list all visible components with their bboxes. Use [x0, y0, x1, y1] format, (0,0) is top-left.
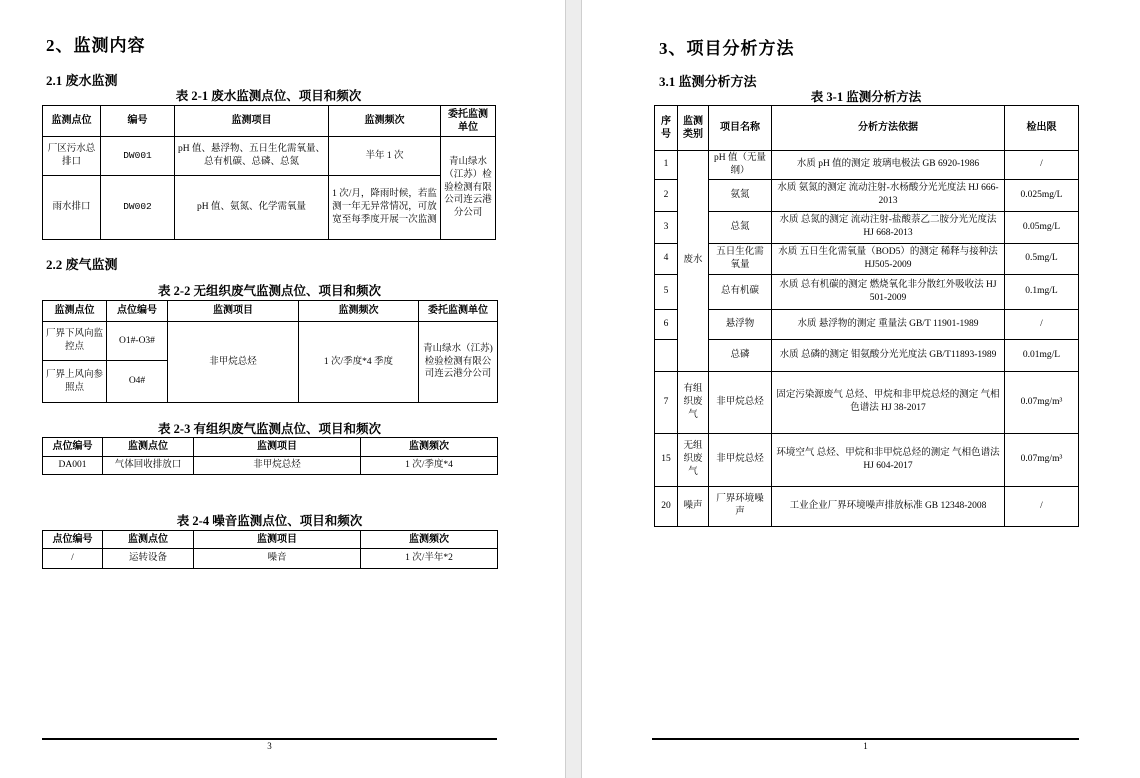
cell-item-name: 五日生化需氧量	[709, 243, 772, 274]
column-header: 监测频次	[299, 301, 419, 322]
cell-monitoring-item: 非甲烷总烃	[168, 322, 299, 403]
column-header: 点位编号	[43, 438, 103, 457]
column-header: 监测频次	[361, 531, 498, 549]
table-row	[655, 339, 1079, 371]
cell-agency: 青山绿水（江苏）检验检测有限公司连云港分公司	[441, 137, 496, 240]
cell-method: 固定污染源废气 总烃、甲烷和非甲烷总烃的测定 气相色谱法 HJ 38-2017	[772, 371, 1005, 433]
cell-item-name: 总有机碳	[709, 274, 772, 309]
page-number-left: 3	[267, 741, 272, 751]
table-row	[655, 211, 1079, 243]
section-heading-analysis-methods: 3.1 监测分析方法	[659, 74, 757, 89]
cell-monitoring-point: 气体回收排放口	[103, 457, 194, 475]
cell-seq: 20	[655, 486, 678, 526]
column-header: 监测项目	[168, 301, 299, 322]
table-unorganized-gas-monitoring	[42, 300, 498, 403]
column-header: 监测频次	[329, 106, 441, 137]
cell-monitoring-point: 雨水排口	[43, 176, 101, 240]
cell-detection-limit: /	[1005, 309, 1079, 339]
column-header: 监测类别	[678, 106, 709, 151]
document-page-left	[0, 0, 566, 778]
cell-item-name: 厂界环境噪声	[709, 486, 772, 526]
table-row	[655, 371, 1079, 433]
cell-method: 水质 总氮的测定 流动注射-盐酸萘乙二胺分光光度法 HJ 668-2013	[772, 211, 1005, 243]
cell-frequency: 1 次/季度*4 季度	[299, 322, 419, 403]
column-header: 监测点位	[103, 531, 194, 549]
column-header: 序号	[655, 106, 678, 151]
column-header: 点位编号	[43, 531, 103, 549]
table-row	[655, 243, 1079, 274]
cell-category-noise: 噪声	[678, 486, 709, 526]
cell-frequency: 1 次/季度*4	[361, 457, 498, 475]
cell-seq: 1	[655, 151, 678, 180]
cell-frequency: 半年 1 次	[329, 137, 441, 176]
cell-monitoring-point: 厂区污水总排口	[43, 137, 101, 176]
column-header: 监测点位	[103, 438, 194, 457]
cell-seq: 4	[655, 243, 678, 274]
cell-point-code: O1#-O3#	[107, 322, 168, 361]
cell-detection-limit: 0.05mg/L	[1005, 211, 1079, 243]
table-row	[655, 309, 1079, 339]
column-header: 监测项目	[194, 531, 361, 549]
table-caption-2-1: 表 2-1 废水监测点位、项目和频次	[175, 89, 362, 103]
cell-agency: 青山绿水（江苏)检验检测有限公司连云港分公司	[419, 322, 498, 403]
page-title-analysis-methods: 3、项目分析方法	[659, 39, 795, 58]
column-header: 编号	[101, 106, 175, 137]
cell-item-name: 总磷	[709, 339, 772, 371]
cell-frequency: 1 次/月，降雨时候，若监测一年无异常情况，可放宽至每季度开展一次监测	[329, 176, 441, 240]
cell-category-unorganized-gas: 无组织废气	[678, 433, 709, 486]
cell-monitoring-point: 运转设备	[103, 549, 194, 569]
cell-category-wastewater: 废水	[678, 151, 709, 372]
table-row	[43, 549, 498, 569]
column-header: 监测项目	[194, 438, 361, 457]
cell-monitoring-point: 厂界下风向监控点	[43, 322, 107, 361]
cell-seq: 2	[655, 179, 678, 211]
table-row	[43, 322, 498, 361]
cell-seq	[655, 339, 678, 371]
cell-point-code: O4#	[107, 361, 168, 403]
cell-monitoring-point: 厂界上风向参照点	[43, 361, 107, 403]
column-header: 监测点位	[43, 106, 101, 137]
table-noise-monitoring	[42, 530, 498, 569]
table-row	[655, 486, 1079, 526]
cell-detection-limit: 0.1mg/L	[1005, 274, 1079, 309]
cell-detection-limit: /	[1005, 151, 1079, 180]
column-header: 分析方法依据	[772, 106, 1005, 151]
cell-item-name: pH 值（无量纲）	[709, 151, 772, 180]
cell-method: 水质 五日生化需氧量（BOD5）的测定 稀释与接种法 HJ505-2009	[772, 243, 1005, 274]
column-header: 监测项目	[175, 106, 329, 137]
column-header: 委托监测单位	[441, 106, 496, 137]
table-wastewater-monitoring	[42, 105, 496, 240]
table-row	[43, 137, 496, 176]
cell-point-code: DW002	[101, 176, 175, 240]
cell-category-organized-gas: 有组织废气	[678, 371, 709, 433]
cell-seq: 3	[655, 211, 678, 243]
cell-point-code: DA001	[43, 457, 103, 475]
table-caption-2-2: 表 2-2 无组织废气监测点位、项目和频次	[158, 284, 381, 298]
cell-point-code: DW001	[101, 137, 175, 176]
cell-item-name: 非甲烷总烃	[709, 433, 772, 486]
cell-point-code: /	[43, 549, 103, 569]
cell-monitoring-items: pH 值、悬浮物、五日生化需氧量、总有机碳、总磷、总氮	[175, 137, 329, 176]
table-row	[43, 176, 496, 240]
footer-rule	[42, 738, 497, 740]
cell-seq: 15	[655, 433, 678, 486]
cell-detection-limit: 0.5mg/L	[1005, 243, 1079, 274]
cell-detection-limit: /	[1005, 486, 1079, 526]
table-analysis-methods	[654, 105, 1079, 527]
column-header: 检出限	[1005, 106, 1079, 151]
document-page-right	[581, 0, 1140, 778]
column-header: 项目名称	[709, 106, 772, 151]
table-row	[655, 179, 1079, 211]
page-number-right: 1	[863, 741, 868, 751]
cell-monitoring-item: 非甲烷总烃	[194, 457, 361, 475]
footer-rule	[652, 738, 1079, 740]
page-title-monitoring-content: 2、监测内容	[46, 36, 146, 55]
cell-method: 水质 pH 值的测定 玻璃电极法 GB 6920-1986	[772, 151, 1005, 180]
cell-detection-limit: 0.07mg/m³	[1005, 371, 1079, 433]
table-row	[655, 274, 1079, 309]
table-caption-2-4: 表 2-4 噪音监测点位、项目和频次	[176, 514, 363, 528]
cell-seq: 5	[655, 274, 678, 309]
column-header: 委托监测单位	[419, 301, 498, 322]
section-heading-wastewater: 2.1 废水监测	[46, 73, 118, 88]
cell-monitoring-item: 噪音	[194, 549, 361, 569]
cell-method: 水质 总磷的测定 钼氨酸分光光度法 GB/T11893-1989	[772, 339, 1005, 371]
section-heading-waste-gas: 2.2 废气监测	[46, 257, 118, 272]
cell-method: 水质 氨氮的测定 流动注射-水杨酸分光光度法 HJ 666-2013	[772, 179, 1005, 211]
column-header: 点位编号	[107, 301, 168, 322]
cell-detection-limit: 0.025mg/L	[1005, 179, 1079, 211]
cell-detection-limit: 0.01mg/L	[1005, 339, 1079, 371]
column-header: 监测点位	[43, 301, 107, 322]
cell-monitoring-items: pH 值、氨氮、化学需氧量	[175, 176, 329, 240]
cell-seq: 7	[655, 371, 678, 433]
cell-detection-limit: 0.07mg/m³	[1005, 433, 1079, 486]
cell-item-name: 悬浮物	[709, 309, 772, 339]
column-header: 监测频次	[361, 438, 498, 457]
cell-method: 水质 总有机碳的测定 燃烧氧化非分散红外吸收法 HJ 501-2009	[772, 274, 1005, 309]
table-row	[655, 433, 1079, 486]
cell-method: 环境空气 总烃、甲烷和非甲烷总烃的测定 气相色谱法 HJ 604-2017	[772, 433, 1005, 486]
cell-item-name: 非甲烷总烃	[709, 371, 772, 433]
table-row	[655, 151, 1079, 180]
table-organized-gas-monitoring	[42, 437, 498, 475]
cell-frequency: 1 次/半年*2	[361, 549, 498, 569]
cell-item-name: 总氮	[709, 211, 772, 243]
table-caption-3-1: 表 3-1 监测分析方法	[810, 90, 922, 104]
cell-item-name: 氨氮	[709, 179, 772, 211]
cell-method: 水质 悬浮物的测定 重量法 GB/T 11901-1989	[772, 309, 1005, 339]
table-caption-2-3: 表 2-3 有组织废气监测点位、项目和频次	[158, 422, 381, 436]
cell-seq: 6	[655, 309, 678, 339]
cell-method: 工业企业厂界环境噪声排放标准 GB 12348-2008	[772, 486, 1005, 526]
table-row	[43, 457, 498, 475]
